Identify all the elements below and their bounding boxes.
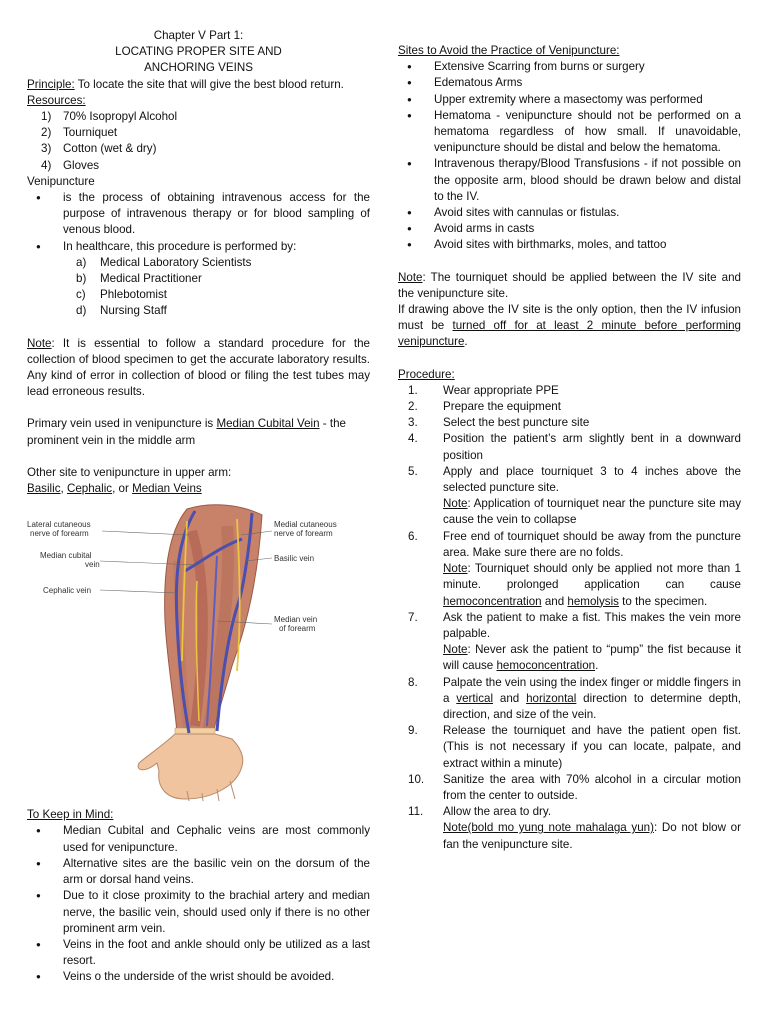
list-item: ● Avoid sites with cannulas or fistulas. [398,205,741,221]
list-item: ● Median Cubital and Cephalic veins are most commonly used for venipuncture. [27,823,370,855]
label-medial-cutaneous-2: nerve of forearm [274,529,333,539]
label-lateral-cutaneous: Lateral cutaneous [27,520,91,530]
label-lateral-cutaneous-2: nerve of forearm [30,529,89,539]
list-item: 8. Palpate the vein using the index finger or middle fingers in a vertical and horizontal direction to determine depth, direction, and size of the vein. [408,675,741,721]
label-medial-cutaneous: Medial cutaneous [274,520,337,530]
performers-list [27,255,370,320]
list-item: d) Nursing Staff [76,304,167,318]
forearm-vein-illustration [27,501,370,801]
label-basilic: Basilic vein [274,554,315,564]
list-item: ● Edematous Arms [398,75,741,91]
list-item: ● Upper extremity where a masectomy was performed [398,92,741,108]
list-item: 6. Free end of tourniquet should be away from the puncture area. Make sure there are no folds. Note: Tourniquet should only be applied not more than 1 minute. prolonged application can cause hemoconcentration and hemolysis to the specimen. [408,529,741,608]
chapter-title [27,28,370,77]
list-item: 1) 70% Isopropyl Alcohol [41,110,178,124]
left-column [27,28,370,986]
list-item: a) Medical Laboratory Scientists [76,255,252,269]
note-tourniquet: Note: The tourniquet should be applied between the IV site and the venipuncture site. If drawing above the IV site is the only option, then the IV infusion must be turned off for at least 2 minute before performing venipuncture. [398,270,742,349]
list-item: b) Medical Practitioner [76,272,202,286]
list-item: 4) Gloves [41,158,100,172]
list-item: ● Veins in the foot and ankle should only be utilized as a last resort. [27,937,370,969]
list-item: ● is the process of obtaining intravenous access for the purpose of intravenous therapy or for blood sampling of venous blood. [27,190,370,239]
label-median-forearm-2: of forearm [279,624,316,634]
procedure-heading: Procedure: [398,367,455,381]
label-cephalic: Cephalic vein [43,586,92,596]
list-item: 3. Select the best puncture site [408,416,590,430]
venipuncture-list [27,190,370,255]
list-item: ● Extensive Scarring from burns or surgery [398,59,741,75]
principle-text: To locate the site that will give the best blood return. [74,77,344,91]
list-item: 7. Ask the patient to make a fist. This makes the vein more palpable. Note: Never ask the patient to “pump” the fist because it will cause hemoconcentration. [408,610,741,673]
keep-in-mind-heading: To Keep in Mind: [27,808,114,822]
avoid-list [398,59,741,253]
right-column [398,43,741,853]
label-median-forearm: Median vein [274,615,318,625]
avoid-heading: Sites to Avoid the Practice of Venipuncture: [398,44,620,57]
list-item: 10. Sanitize the area with 70% alcohol in a circular motion from the center to outside. [408,772,741,802]
list-item: 11. Allow the area to dry. Note(bold mo yung note mahalaga yun): Do not blow or fan the venipuncture site. [408,805,741,851]
list-item: 9. Release the tourniquet and have the patient open fist. (This is not necessary if you can locate, palpate, and extract within a minute) [408,724,741,770]
note-accuracy: Note: It is essential to follow a standard procedure for the collection of blood specimen to get the accurate laboratory results. Any kind of error in collection of blood or filing the test tubes may lead erroneous results. [27,336,370,399]
list-item: 1. Wear appropriate PPE [408,383,559,397]
title-line-3: ANCHORING VEINS [144,61,253,75]
list-item: ● Intravenous therapy/Blood Transfusions - if not possible on the opposite arm, blood should be drawn below and distal to the IV. [398,156,741,205]
venipuncture-heading: Venipuncture [27,174,95,188]
procedure-list [398,383,741,853]
list-item: ● In healthcare, this procedure is performed by: [27,239,370,255]
title-line-2: LOCATING PROPER SITE AND [115,45,282,59]
list-item: ● Hematoma - venipuncture should not be performed on a hematoma regardless of how small. If unavoidable, venipuncture should be distal and below the hematoma. [398,108,741,157]
list-item: 4. Position the patient’s arm slightly bent in a downward position [408,432,741,462]
list-item: 2) Tourniquet [41,126,118,140]
principle-label: Principle: [27,77,75,91]
resources-list [27,109,370,174]
forearm-svg [27,501,370,801]
list-item: 3) Cotton (wet & dry) [41,142,157,156]
list-item: 5. Apply and place tourniquet 3 to 4 inches above the selected puncture site. Note: Application of tourniquet near the puncture site may cause the vein to collapse [408,464,741,527]
other-site: Other site to venipuncture in upper arm: Basilic, Cephalic, or Median Veins [27,465,232,496]
list-item: ● Due to it close proximity to the brachial artery and median nerve, the basilic vein, should used only if there is no other prominent arm vein. [27,888,370,937]
list-item: ● Alternative sites are the basilic vein on the dorsum of the arm or dorsal hand veins. [27,856,370,888]
label-median-cubital-2: vein [85,560,100,570]
list-item: ● Veins o the underside of the wrist should be avoided. [27,969,370,985]
keep-in-mind-list [27,823,370,985]
list-item: 2. Prepare the equipment [408,400,561,414]
resources-heading: Resources: [27,93,86,107]
label-median-cubital: Median cubital [40,551,92,561]
list-item: c) Phlebotomist [76,288,168,302]
list-item: ● Avoid arms in casts [398,221,741,237]
title-line-1: Chapter V Part 1: [153,29,244,42]
list-item: ● Avoid sites with birthmarks, moles, and tattoo [398,237,741,253]
principle [27,77,370,93]
primary-vein: Primary vein used in venipuncture is Median Cubital Vein - the prominent vein in the middle arm [27,417,346,447]
